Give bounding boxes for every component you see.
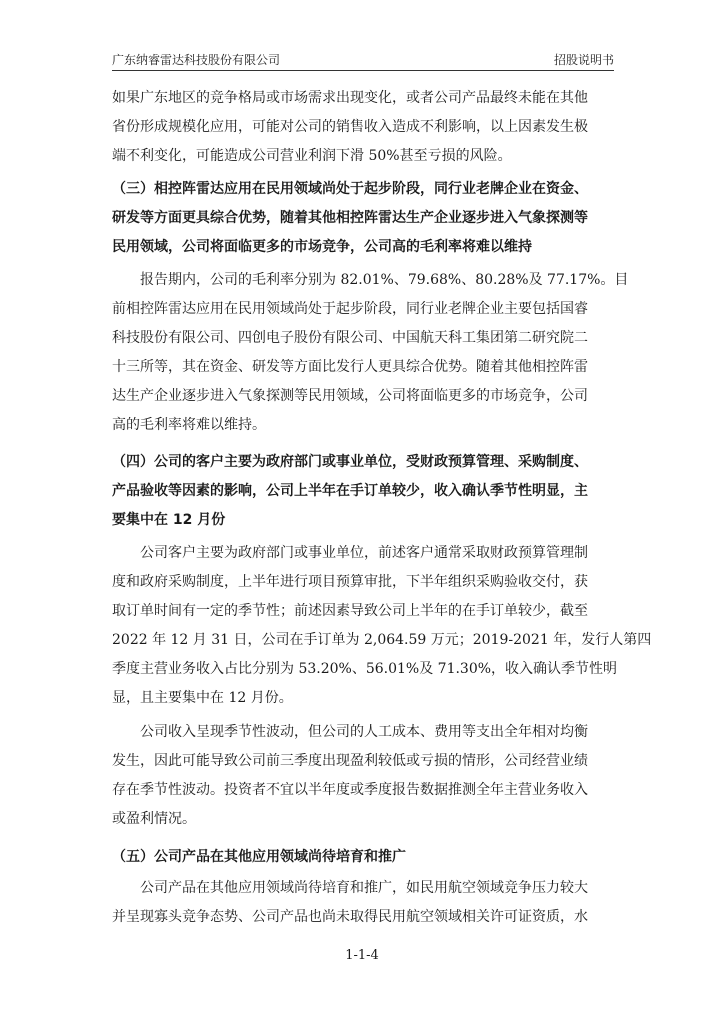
paragraph-gross-margin [112, 266, 629, 440]
text-line: 公司客户主要为政府部门或事业单位，前述客户通常采取财政预算管理制 [140, 545, 588, 561]
text-line: 报告期内，公司的毛利率分别为 82.01%、79.68%、80.28%及 77.17%。目 [140, 272, 629, 288]
page-number: 1-1-4 [345, 948, 379, 963]
paragraph-customer-seasonality [112, 539, 652, 713]
header-company-name: 广东纳睿雷达科技股份有限公司 [112, 53, 281, 67]
text-line: 端不利变化，可能造成公司营业利润下滑 50%甚至亏损的风险。 [112, 148, 512, 164]
text-line: 发生，因此可能导致公司前三季度出现盈利较低或亏损的情形，公司经营业绩 [112, 753, 588, 769]
text-line: 省份形成规模化应用，可能对公司的销售收入造成不利影响，以上因素发生极 [112, 119, 588, 135]
heading-line: 民用领域，公司将面临更多的市场竞争，公司高的毛利率将难以维持 [112, 239, 532, 255]
text-line: 高的毛利率将难以维持。 [112, 417, 266, 433]
text-line: 并呈现寡头竞争态势、公司产品也尚未取得民用航空领域相关许可证资质，水 [112, 909, 588, 925]
text-line: 显，且主要集中在 12 月份。 [112, 690, 293, 706]
paragraph-regional-risk [112, 84, 612, 171]
section-heading-5 [112, 843, 612, 872]
text-line: 取订单时间有一定的季节性；前述因素导致公司上半年的在手订单较少，截至 [112, 603, 588, 619]
text-line: 科技股份有限公司、四创电子股份有限公司、中国航天科工集团第二研究院二 [112, 330, 588, 346]
heading-line: 要集中在 12 月份 [112, 512, 226, 528]
paragraph-revenue-fluctuation [112, 718, 612, 834]
text-line: 公司收入呈现季节性波动，但公司的人工成本、费用等支出全年相对均衡 [140, 724, 588, 740]
text-line: 存在季节性波动。投资者不宜以半年度或季度报告数据推测全年主营业务收入 [112, 782, 588, 798]
header-doc-type: 招股说明书 [553, 53, 614, 67]
heading-line: （三）相控阵雷达应用在民用领域尚处于起步阶段，同行业老牌企业在资金、 [112, 181, 588, 197]
text-line: 2022 年 12 月 31 日，公司在手订单为 2,064.59 万元；2019-2021 年，发行人第四 [112, 632, 652, 648]
text-line: 达生产企业逐步进入气象探测等民用领域，公司将面临更多的市场竞争，公司 [112, 388, 588, 404]
section-heading-3 [112, 175, 612, 262]
heading-line: （五）公司产品在其他应用领域尚待培育和推广 [112, 849, 406, 865]
text-line: 十三所等，其在资金、研发等方面比发行人更具综合优势。随着其他相控阵雷 [112, 359, 588, 375]
heading-line: 研发等方面更具综合优势，随着其他相控阵雷达生产企业逐步进入气象探测等 [112, 210, 588, 226]
text-line: 如果广东地区的竞争格局或市场需求出现变化，或者公司产品最终未能在其他 [112, 90, 588, 106]
text-line: 前相控阵雷达应用在民用领域尚处于起步阶段，同行业老牌企业主要包括国睿 [112, 301, 588, 317]
heading-line: 产品验收等因素的影响，公司上半年在手订单较少，收入确认季节性明显，主 [112, 483, 588, 499]
heading-line: （四）公司的客户主要为政府部门或事业单位，受财政预算管理、采购制度、 [112, 454, 588, 470]
page-header [112, 50, 614, 71]
text-line: 度和政府采购制度，上半年进行项目预算审批，下半年组织采购验收交付，获 [112, 574, 588, 590]
text-line: 季度主营业务收入占比分别为 53.20%、56.01%及 71.30%，收入确认季节性明 [112, 661, 618, 677]
text-line: 或盈利情况。 [112, 811, 196, 827]
section-heading-4 [112, 448, 612, 535]
text-line: 公司产品在其他应用领域尚待培育和推广，如民用航空领域竞争压力较大 [140, 880, 588, 896]
paragraph-other-applications [112, 874, 612, 932]
